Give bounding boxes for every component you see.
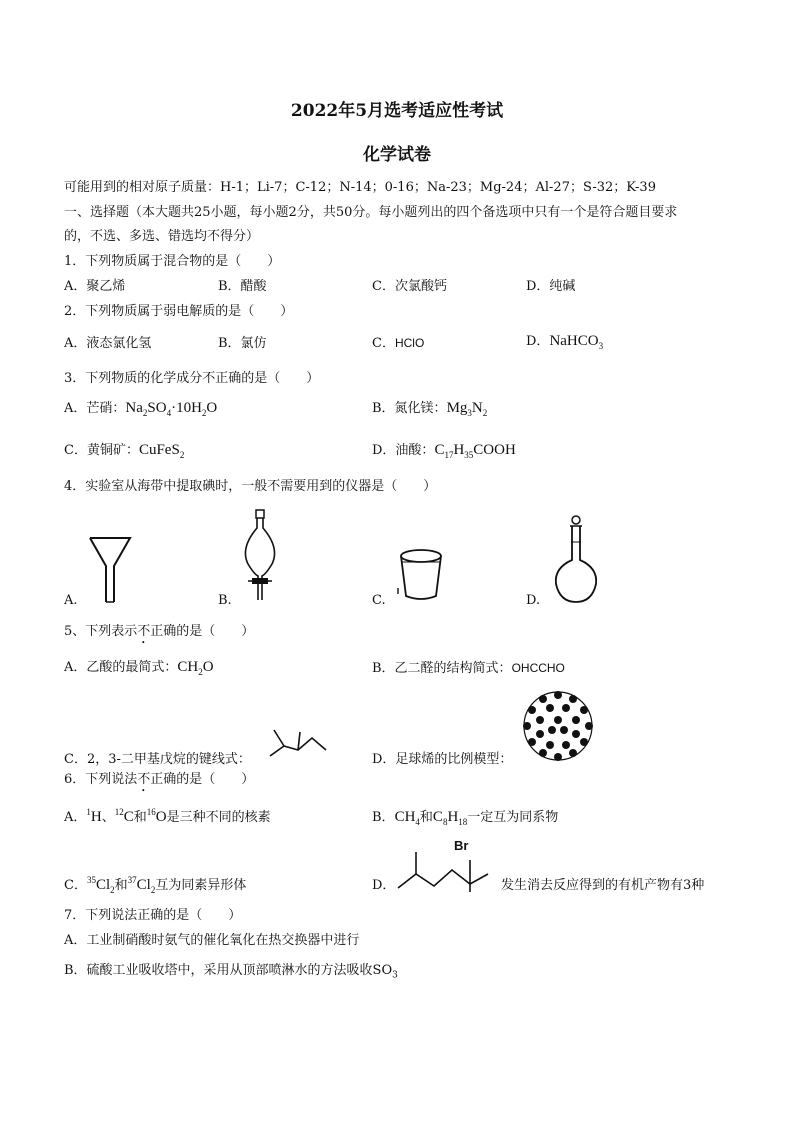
bromoalkane-skeletal-icon (396, 836, 500, 894)
exam-title: 2022年5月选考适应性考试 (290, 101, 504, 121)
q5-option-b (372, 657, 565, 676)
q2-option-a: A．液态氯化氢 (64, 336, 152, 351)
q5-option-b-label: B．乙二醛的结构简式： (372, 661, 512, 676)
crucible-icon (396, 548, 446, 604)
emphasis-not: 不 (137, 772, 151, 787)
funnel-icon (86, 530, 136, 610)
separatory-funnel-icon (236, 508, 286, 604)
emphasis-not: 不 (137, 624, 151, 639)
q5-b-formula: OHCCHO (511, 661, 565, 675)
q1-option-b: B．醋酸 (218, 279, 267, 294)
q6-option-b: B．$CH_4$和$C_8H_{18}$一定互为同系物 (372, 809, 559, 827)
bromine-label: Br (454, 838, 469, 853)
q2-option-d-label: D． (526, 334, 550, 349)
q3-option-b-label: B．氮化镁： (372, 401, 447, 416)
q2-option-c (372, 332, 424, 351)
q6-option-d-label: D． (372, 878, 396, 893)
q6-stem: 6．下列说法不正确的是（ ） (64, 772, 255, 787)
fullerene-model-icon (522, 690, 594, 762)
q1-stem: 1．下列物质属于混合物的是（ ） (64, 254, 281, 269)
q2-option-b: B．氯仿 (218, 336, 267, 351)
q6-option-a-label: A． (64, 810, 87, 825)
q6-option-c-label: C． (64, 878, 87, 893)
q3-option-d-label: D．油酸： (372, 443, 435, 458)
atomic-masses-line: 可能用到的相对原子质量：H-1；Li-7；C-12；N-14；0-16；Na-23；Mg-24；Al-27；S-32；K-39 (64, 180, 656, 195)
q3-a-formula: $Na_2SO_4\cdot 10H_2O$ (125, 400, 218, 418)
q2-option-d (526, 330, 603, 351)
q2-option-c-label: C． (372, 336, 395, 351)
section-instructions-line-2: 的，不选、多选、错选均不得分） (64, 229, 260, 244)
q3-option-d (372, 439, 516, 460)
q6-option-b-label: B． (372, 810, 395, 825)
q1-option-d: D．纯碱 (526, 279, 576, 294)
q6-option-d-text: 发生消去反应得到的有机产物有3种 (501, 878, 705, 893)
q2-d-sub: 3 (598, 341, 604, 351)
q1-option-c: C．次氯酸钙 (372, 279, 447, 294)
q3-d-formula: $C_{17}H_{35}COOH$ (434, 442, 516, 460)
q7-stem: 7．下列说法正确的是（ ） (64, 908, 242, 923)
q6-option-c: C．$^{35}Cl_2$和$^{37}Cl_2$互为同素异形体 (64, 875, 247, 895)
section-instructions-line-1: 一、选择题（本大题共25小题，每小题2分，共50分。每小题列出的四个备选项中只有一个是符合题目要求 (64, 205, 678, 220)
q3-option-c (64, 439, 184, 460)
q5-option-a-label: A．乙酸的最简式： (64, 660, 178, 675)
q3-option-c-label: C．黄铜矿： (64, 443, 139, 458)
volumetric-flask-icon (548, 512, 604, 604)
q3-option-b (372, 397, 487, 418)
q2-d-formula: NaHCO (549, 333, 599, 349)
q7-option-b: B．硫酸工业吸收塔中，采用从顶部喷淋水的方法吸收$SO_3$ (64, 963, 398, 981)
q5-option-c: C．2，3-二甲基戊烷的键线式： (64, 752, 251, 767)
q5-option-d: D．足球烯的比例模型： (372, 752, 513, 767)
q7-option-a: A．工业制硝酸时氨气的催化氧化在热交换器中进行 (64, 933, 360, 948)
dimethylpentane-skeletal-icon (268, 726, 330, 760)
q5-option-a (64, 656, 214, 677)
q2-option-c-formula: HClO (394, 336, 425, 350)
q3-option-a (64, 397, 217, 418)
q4-option-d-label: D. (526, 593, 541, 608)
q3-option-a-label: A．芒硝： (64, 401, 126, 416)
q3-stem: 3．下列物质的化学成分不正确的是（ ） (64, 371, 320, 386)
q4-stem: 4．实验室从海带中提取碘时，一般不需要用到的仪器是（ ） (64, 479, 437, 494)
exam-subtitle: 化学试卷 (363, 145, 431, 165)
q3-c-formula: CuFeS$_2$ (138, 442, 185, 460)
q4-option-b-label: B. (218, 593, 232, 608)
q5-stem: 5、下列表示不正确的是（ ） (64, 624, 255, 639)
q1-option-a: A．聚乙烯 (64, 279, 126, 294)
q6-option-a: A．$^1$H、$^{12}$C和$^{16}$O是三种不同的核素 (64, 807, 271, 825)
q5-a-formula: $CH_2O$ (177, 659, 214, 677)
q6-a-isotopes: $^1$H (86, 807, 102, 825)
q3-b-formula: $Mg_3N_2$ (446, 400, 488, 418)
q2-stem: 2．下列物质属于弱电解质的是（ ） (64, 304, 294, 319)
q4-option-c-label: C. (372, 593, 386, 608)
q4-option-a-label: A. (64, 593, 78, 608)
